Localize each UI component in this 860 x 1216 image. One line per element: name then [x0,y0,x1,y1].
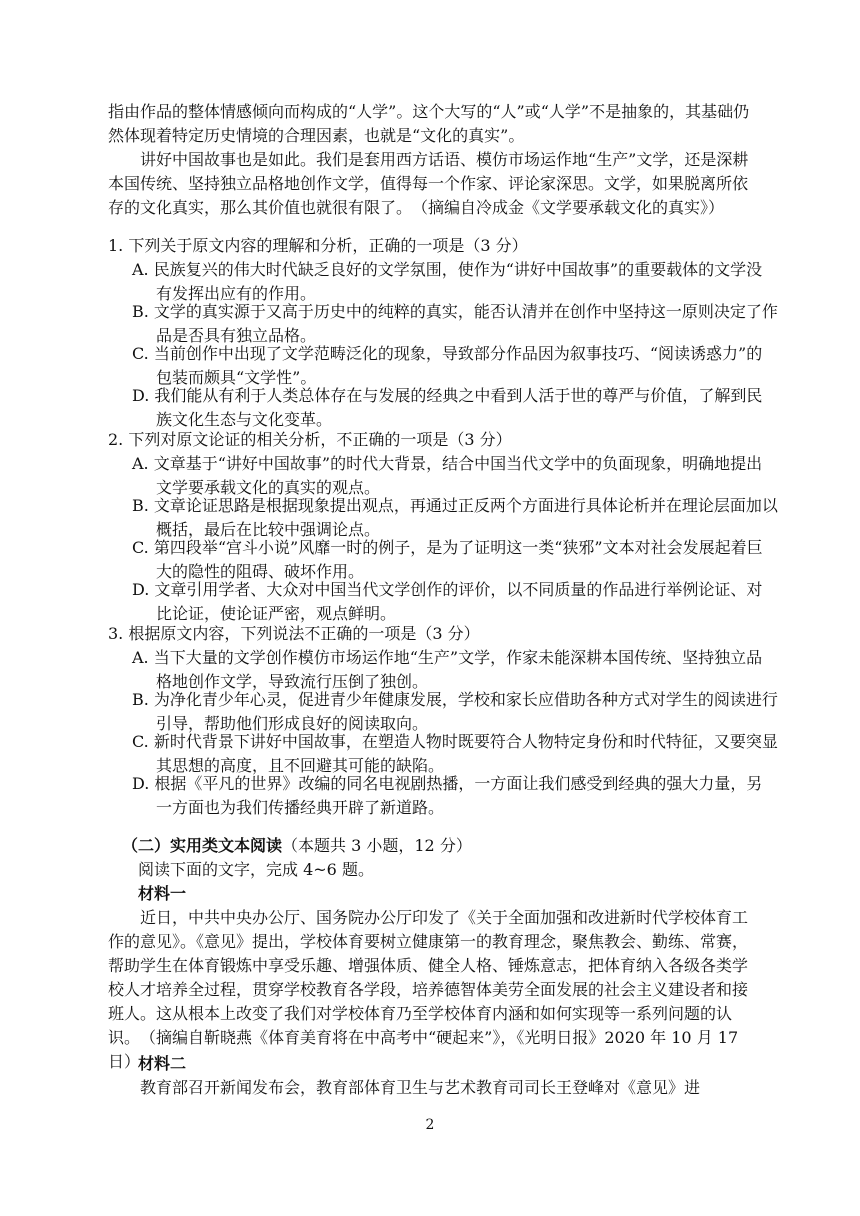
question-2-stem: 2. 下列对原文论证的相关分析，不正确的一项是（3 分） [108,430,512,449]
question-3-option-d: D. 根据《平凡的世界》改编的同名电视剧热播，一方面让我们感受到经典的强大力量，另一方面也为我们传播经典开辟了新道路。 [132,774,763,817]
question-2-option-d: D. 文章引用学者、大众对中国当代文学创作的评价，以不同质量的作品进行举例论证、对比论证，使论证严密，观点鲜明。 [132,580,763,623]
material-1-title: 材料一 [138,884,187,903]
question-2-option-a: A. 文章基于“讲好中国故事”的时代大背景，结合中国当代文学中的负面现象，明确地提出文学要承载文化的真实的观点。 [132,454,763,497]
question-1-option-c: C. 当前创作中出现了文学范畴泛化的现象，导致部分作品因为叙事技巧、“阅读诱惑力”的包装而颇具“文学性”。 [132,344,763,387]
passage-paragraph-1: 指由作品的整体情感倾向而构成的“人学”。这个大写的“人”或“人学”不是抽象的，其基础仍然体现着特定历史情境的合理因素，也就是“文化的真实”。 [108,102,750,145]
question-3-option-c: C. 新时代背景下讲好中国故事，在塑造人物时既要符合人物特定身份和时代特征，又要突显其思想的高度，且不回避其可能的缺陷。 [132,732,778,775]
section-2-title-info: （本题共 3 小题，12 分） [282,836,472,855]
material-1-text: 近日，中共中央办公厅、国务院办公厅印发了《关于全面加强和改进新时代学校体育工作的意见》。《意见》提出，学校体育要树立健康第一的教育理念，聚焦教会、勤练、常赛，帮助学生在体育锻炼中享受乐趣、增强体质、健全人格、锤炼意志，把体育纳入各级各类学校人才培养全过程，贯穿学校教育各学段，培养德智体美劳全面发展的社会主义建设者和接班人。这从根本上改变了我们对学校体育乃至学校体育内涵和如何实现等一系列问题的认识。 （摘编自靳晓燕《体育美育将在中高考中“硬起来”》，《光明日报》2020 年 10 月 17 日） [108,908,749,1071]
question-1-option-d: D. 我们能从有利于人类总体存在与发展的经典之中看到人活于世的尊严与价值，了解到民族文化生态与文化变革。 [132,386,763,429]
section-2-title-bold: （二）实用类文本阅读 [122,836,283,855]
question-2-option-b: B. 文章论证思路是根据现象提出观点，再通过正反两个方面进行具体论析并在理论层面加以概括，最后在比较中强调论点。 [132,496,778,539]
question-3-option-a: A. 当下大量的文学创作模仿市场运作地“生产”文学，作家未能深耕本国传统、坚持独立品格地创作文学，导致流行压倒了独创。 [132,648,763,691]
section-2-title [122,834,472,858]
question-3-option-b: B. 为净化青少年心灵，促进青少年健康发展，学校和家长应借助各种方式对学生的阅读进行引导，帮助他们形成良好的阅读取向。 [132,690,778,733]
question-1-stem: 1. 下列关于原文内容的理解和分析，正确的一项是（3 分） [108,236,528,255]
question-1-option-b: B. 文学的真实源于又高于历史中的纯粹的真实，能否认清并在创作中坚持这一原则决定了作品是否具有独立品格。 [132,302,778,345]
material-2-title: 材料二 [138,1054,187,1073]
question-2-option-c: C. 第四段举“宫斗小说”风靡一时的例子，是为了证明这一类“狭邪”文本对社会发展起着巨大的隐性的阻碍、破坏作用。 [132,538,763,581]
page-number: 2 [425,1117,435,1133]
material-2-text: 教育部召开新闻发布会，教育部体育卫生与艺术教育司司长王登峰对《意见》进 [140,1078,701,1097]
passage-paragraph-2: 讲好中国故事也是如此。我们是套用西方话语、模仿市场运作地“生产”文学，还是深耕本国传统、坚持独立品格地创作文学，值得每一个作家、评论家深思。文学，如果脱离所依存的文化真实，那么其价值也就很有限了。 （摘编自冷成金《文学要承载文化的真实》） [108,150,749,217]
question-1-option-a: A. 民族复兴的伟大时代缺乏良好的文学氛围，使作为“讲好中国故事”的重要载体的文学没有发挥出应有的作用。 [132,260,763,303]
section-2-instruction: 阅读下面的文字，完成 4~6 题。 [138,860,374,879]
question-3-stem: 3. 根据原文内容，下列说法不正确的一项是（3 分） [108,624,480,643]
